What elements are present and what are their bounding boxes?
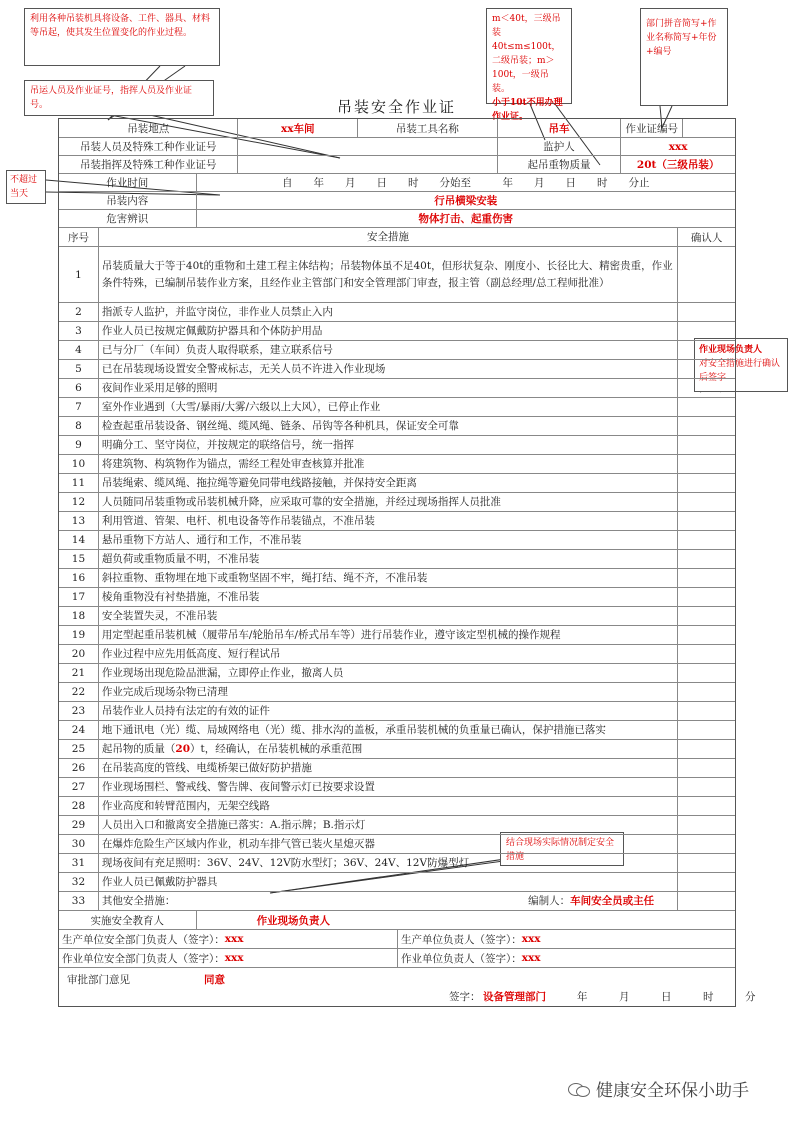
measures-list — [59, 247, 735, 911]
site-leader-note: 对安全措施进行确认后签字 — [699, 359, 781, 383]
confirm-cell[interactable] — [678, 474, 735, 492]
measure-no: 14 — [59, 531, 99, 549]
editor — [528, 893, 674, 910]
measure-text: 在爆炸危险生产区域内作业，机动车排气管已装火星熄灭器 — [99, 835, 678, 853]
weight-value[interactable]: 20t（三级吊装） — [636, 159, 720, 171]
measure-text — [99, 740, 678, 758]
work-dept-safety-value: xxx — [224, 952, 244, 964]
measure-text: 作业人员已按规定佩戴防护器具和个体防护用品 — [99, 322, 678, 340]
measure-no: 3 — [59, 322, 99, 340]
time-value[interactable]: 自 年 月 日 时 分始至 年 月 日 时 分止 — [282, 177, 650, 189]
measure-no: 23 — [59, 702, 99, 720]
row25-value[interactable]: 20 — [175, 742, 191, 755]
row25-suffix: ）t，经确认，在吊装机械的承重范围 — [190, 742, 363, 755]
page-title: 吊装安全作业证 — [336, 98, 456, 116]
prod-dept-safety-value: xxx — [224, 933, 244, 945]
measure-text: 棱角重物没有衬垫措施，不准吊装 — [99, 588, 678, 606]
measure-text: 人员随同吊装重物或吊装机械升降，应采取可靠的安全措施，并经过现场指挥人员批准 — [99, 493, 678, 511]
measure-text: 现场夜间有充足照明：36V、24V、12V防水型灯；36V、24V、12V防爆型灯 — [99, 854, 678, 872]
location-value[interactable]: xx车间 — [238, 119, 358, 137]
callout-time-limit: 不超过当天 — [6, 170, 46, 204]
measure-text: 室外作业遇到（大雪/暴雨/大雾/六级以上大风），已停止作业 — [99, 398, 678, 416]
table-row — [59, 303, 735, 322]
confirm-cell[interactable] — [678, 341, 735, 359]
table-row — [59, 341, 735, 360]
work-dept-safety-cell[interactable] — [59, 949, 398, 967]
work-unit-cell[interactable] — [398, 949, 735, 967]
confirm-cell[interactable] — [678, 645, 735, 663]
measure-text: 作业现场出现危险品泄漏，立即停止作业，撤离人员 — [99, 664, 678, 682]
measure-text: 指派专人监护，并监守岗位，非作业人员禁止入内 — [99, 303, 678, 321]
measure-text: 安全装置失灵，不准吊装 — [99, 607, 678, 625]
table-row — [59, 455, 735, 474]
confirm-cell[interactable] — [678, 247, 735, 302]
row-hazard — [59, 210, 735, 228]
row25-prefix: 起吊物的质量（ — [101, 742, 176, 755]
table-row — [59, 531, 735, 550]
confirm-cell[interactable] — [678, 626, 735, 644]
callout-other-measures: 结合现场实际情况制定安全措施 — [500, 832, 624, 866]
measure-no: 19 — [59, 626, 99, 644]
measure-text: 夜间作业采用足够的照明 — [99, 379, 678, 397]
confirm-cell[interactable] — [678, 303, 735, 321]
confirm-cell[interactable] — [678, 493, 735, 511]
cert-no-value[interactable] — [683, 119, 735, 137]
tool-value[interactable]: 吊车 — [498, 119, 622, 137]
confirm-cell[interactable] — [678, 455, 735, 473]
confirm-cell[interactable] — [678, 778, 735, 796]
measure-text: 已在吊装现场设置安全警戒标志，无关人员不许进入作业现场 — [99, 360, 678, 378]
tool-label: 吊装工具名称 — [358, 119, 498, 137]
measure-text: 作业现场围栏、警戒线、警告牌、夜间警示灯已按要求设置 — [99, 778, 678, 796]
confirm-cell[interactable] — [678, 417, 735, 435]
col-confirm: 确认人 — [690, 231, 723, 244]
col-no: 序号 — [59, 228, 99, 246]
measure-text: 吊装质量大于等于40t的重物和土建工程主体结构；吊装物体虽不足40t，但形状复杂、刚度小、长径比大、精密贵重，作业条件特殊，已编制吊装作业方案，且经作业主管部门和安全管理部门审查，报主管（副总经理/总工程师批准） — [99, 247, 678, 302]
measure-no: 20 — [59, 645, 99, 663]
time-label: 作业时间 — [59, 174, 197, 191]
row-time — [59, 174, 735, 192]
measure-text: 检查起重吊装设备、钢丝绳、缆风绳、链条、吊钩等各种机具，保证安全可靠 — [99, 417, 678, 435]
prod-unit-label: 生产单位负责人（签字）： — [401, 933, 522, 946]
table-row — [59, 512, 735, 531]
confirm-cell[interactable] — [678, 759, 735, 777]
table-row — [59, 398, 735, 417]
educator-label: 实施安全教育人 — [59, 911, 197, 929]
confirm-cell[interactable] — [678, 512, 735, 530]
confirm-cell[interactable] — [678, 683, 735, 701]
measure-no: 29 — [59, 816, 99, 834]
prod-dept-safety-label: 生产单位安全部门负责人（签字）： — [62, 933, 225, 946]
measure-text: 超负荷或重物质量不明，不准吊装 — [99, 550, 678, 568]
cert-no-label: 作业证编号 — [621, 119, 683, 137]
measure-no: 24 — [59, 721, 99, 739]
measure-text: 斜拉重物、重物埋在地下或重物坚固不牢，绳打结、绳不齐，不准吊装 — [99, 569, 678, 587]
editor-label: 编制人： — [528, 894, 571, 907]
confirm-cell[interactable] — [678, 360, 735, 378]
work-unit-label: 作业单位负责人（签字）： — [401, 952, 522, 965]
table-row — [59, 645, 735, 664]
measure-no: 13 — [59, 512, 99, 530]
measure-text: 人员出入口和撤离安全措施已落实：A.指示牌；B.指示灯 — [99, 816, 678, 834]
confirm-cell[interactable] — [678, 436, 735, 454]
commander-label: 吊装指挥及特殊工种作业证号 — [59, 156, 238, 173]
row-educator — [59, 911, 735, 930]
table-row — [59, 569, 735, 588]
measure-no: 30 — [59, 835, 99, 853]
work-dept-safety-label: 作业单位安全部门负责人（签字）： — [62, 952, 225, 965]
content-value[interactable]: 行吊横梁安装 — [434, 195, 498, 207]
measure-no: 18 — [59, 607, 99, 625]
measure-text — [99, 892, 678, 910]
operator-label: 吊装人员及特殊工种作业证号 — [59, 138, 238, 155]
weight-label: 起吊重物质量 — [498, 156, 622, 173]
measure-no: 32 — [59, 873, 99, 891]
confirm-cell[interactable] — [678, 569, 735, 587]
measure-no: 17 — [59, 588, 99, 606]
confirm-cell[interactable] — [678, 873, 735, 891]
measure-no: 22 — [59, 683, 99, 701]
table-row — [59, 702, 735, 721]
col-measures: 安全措施 — [99, 228, 678, 246]
row-content — [59, 192, 735, 210]
confirm-cell[interactable] — [678, 740, 735, 758]
grade-note: 小于10t不用办理作业证。 — [492, 98, 563, 122]
table-row — [59, 740, 735, 759]
measure-text: 悬吊重物下方站人、通行和工作，不准吊装 — [99, 531, 678, 549]
approval-value[interactable]: 同意 — [204, 974, 225, 986]
measure-text: 作业完成后现场杂物已清理 — [99, 683, 678, 701]
sign-value[interactable]: 设备管理部门 — [483, 991, 546, 1003]
measure-no: 26 — [59, 759, 99, 777]
table-row — [59, 588, 735, 607]
confirm-cell[interactable] — [678, 322, 735, 340]
callout-lifting-definition: 利用各种吊装机具将设备、工件、器具、材料等吊起，使其发生位置变化的作业过程。 — [24, 8, 220, 66]
work-unit-value: xxx — [521, 952, 541, 964]
measure-text: 将建筑物、构筑物作为锚点，需经工程处审查核算并批准 — [99, 455, 678, 473]
measure-text: 吊装绳索、缆风绳、拖拉绳等避免同带电线路接触，并保持安全距离 — [99, 474, 678, 492]
confirm-cell[interactable] — [678, 607, 735, 625]
table-row — [59, 721, 735, 740]
measure-text: 作业过程中应先用低高度、短行程试吊 — [99, 645, 678, 663]
commander-value[interactable] — [238, 156, 497, 173]
table-row — [59, 759, 735, 778]
wechat-icon — [568, 1081, 590, 1097]
table-row — [59, 247, 735, 303]
measure-text: 用定型起重吊装机械（履带吊车/轮胎吊车/桥式吊车等）进行吊装作业，遵守该定型机械的操作规程 — [99, 626, 678, 644]
measure-text: 明确分工、坚守岗位，并按规定的联络信号，统一指挥 — [99, 436, 678, 454]
supervisor-value[interactable]: xxx — [668, 140, 688, 153]
measure-no: 4 — [59, 341, 99, 359]
table-row — [59, 778, 735, 797]
hazard-label: 危害辨识 — [59, 210, 197, 227]
site-leader-title: 作业现场负责人 — [699, 345, 763, 355]
measure-text: 吊装作业人员持有法定的有效的证件 — [99, 702, 678, 720]
measure-text: 作业高度和转臂范围内，无架空线路 — [99, 797, 678, 815]
approval-block — [59, 968, 756, 1006]
measure-no: 7 — [59, 398, 99, 416]
prod-dept-safety-cell[interactable] — [59, 930, 398, 948]
callout-lifting-grade — [486, 8, 572, 122]
measure-no: 1 — [59, 247, 99, 302]
table-row — [59, 835, 735, 854]
callout-personnel-cert: 吊运人员及作业证号，指挥人员及作业证号。 — [24, 80, 214, 116]
measure-no: 5 — [59, 360, 99, 378]
measure-text: 在吊装高度的管线、电缆桥架已做好防护措施 — [99, 759, 678, 777]
measure-no: 28 — [59, 797, 99, 815]
table-row — [59, 664, 735, 683]
operator-value[interactable] — [238, 138, 497, 155]
content-label: 吊装内容 — [59, 192, 197, 209]
confirm-cell[interactable] — [678, 721, 735, 739]
sign-date[interactable]: 年 月 日 时 分 — [577, 991, 756, 1003]
measure-text: 地下通讯电（光）缆、局域网络电（光）缆、排水沟的盖板，承重吊装机械的负重量已确认，保护措施已落实 — [99, 721, 678, 739]
confirm-cell[interactable] — [678, 531, 735, 549]
confirm-cell[interactable] — [678, 588, 735, 606]
table-row — [59, 816, 735, 835]
grade-rule: m＜40t，三级吊装40t≤m≤100t，二级吊装；m＞100t，一级吊装。 — [492, 14, 561, 94]
measure-no: 25 — [59, 740, 99, 758]
row-work-sign — [59, 949, 735, 968]
measure-no: 15 — [59, 550, 99, 568]
measure-text: 已与分厂（车间）负责人取得联系，建立联系信号 — [99, 341, 678, 359]
row-location — [59, 119, 735, 138]
row-commander — [59, 156, 735, 174]
confirm-cell[interactable] — [678, 379, 735, 397]
measure-no: 8 — [59, 417, 99, 435]
prod-unit-cell[interactable] — [398, 930, 735, 948]
location-label: 吊装地点 — [59, 119, 238, 137]
measure-text: 作业人员已佩戴防护器具 — [99, 873, 678, 891]
measure-no: 10 — [59, 455, 99, 473]
measure-no: 16 — [59, 569, 99, 587]
sign-label: 签字： — [449, 991, 481, 1003]
confirm-cell[interactable] — [678, 816, 735, 834]
table-row — [59, 854, 735, 873]
confirm-cell[interactable] — [678, 892, 735, 910]
table-row — [59, 626, 735, 645]
measure-no: 9 — [59, 436, 99, 454]
row-prod-sign — [59, 930, 735, 949]
measure-no: 21 — [59, 664, 99, 682]
measure-no: 11 — [59, 474, 99, 492]
watermark — [568, 1076, 749, 1101]
measure-no: 31 — [59, 854, 99, 872]
watermark-text: 健康安全环保小助手 — [596, 1081, 749, 1101]
table-row — [59, 417, 735, 436]
measure-text: 利用管道、管架、电杆、机电设备等作吊装锚点，不准吊装 — [99, 512, 678, 530]
measure-no: 6 — [59, 379, 99, 397]
confirm-cell[interactable] — [678, 854, 735, 872]
prod-unit-value: xxx — [521, 933, 541, 945]
table-row — [59, 797, 735, 816]
table-row — [59, 322, 735, 341]
confirm-cell[interactable] — [678, 835, 735, 853]
callout-cert-number-rule: 部门拼音简写+作业名称简写+年份+编号 — [640, 8, 728, 106]
supervisor-label: 监护人 — [498, 138, 622, 155]
measure-no: 33 — [59, 892, 99, 910]
confirm-cell[interactable] — [678, 550, 735, 568]
table-row — [59, 474, 735, 493]
confirm-cell[interactable] — [678, 398, 735, 416]
confirm-cell[interactable] — [678, 702, 735, 720]
approval-label: 审批部门意见 — [67, 974, 130, 986]
table-row — [59, 436, 735, 455]
confirm-cell[interactable] — [678, 797, 735, 815]
measures-header — [59, 228, 735, 247]
table-row — [59, 360, 735, 379]
table-row — [59, 892, 735, 911]
table-row — [59, 683, 735, 702]
other-measures-label: 其他安全措施： — [101, 894, 176, 907]
measure-no: 2 — [59, 303, 99, 321]
measure-no: 12 — [59, 493, 99, 511]
table-row — [59, 493, 735, 512]
measure-no: 27 — [59, 778, 99, 796]
table-row — [59, 607, 735, 626]
editor-value[interactable]: 车间安全员或主任 — [570, 894, 655, 907]
hazard-value[interactable]: 物体打击、起重伤害 — [418, 213, 514, 225]
table-row — [59, 379, 735, 398]
educator-value[interactable]: 作业现场负责人 — [256, 914, 331, 927]
confirm-cell[interactable] — [678, 664, 735, 682]
row-operator — [59, 138, 735, 156]
table-row — [59, 873, 735, 892]
table-row — [59, 550, 735, 569]
